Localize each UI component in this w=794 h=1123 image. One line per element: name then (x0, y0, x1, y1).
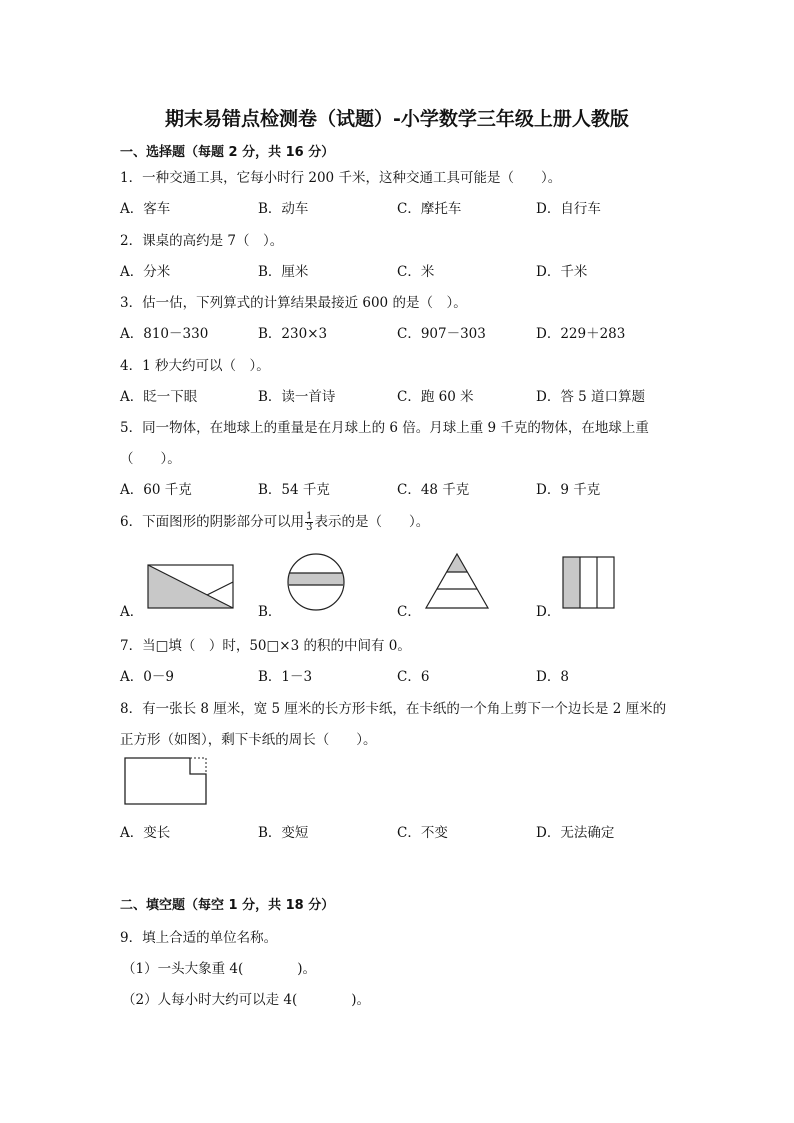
q1-option-a[interactable]: A．客车 (120, 201, 171, 217)
figure-c-triangle-stripes (424, 553, 490, 610)
figure-b-circle-band (284, 553, 348, 611)
question-9: 9．填上合适的单位名称。 (120, 930, 278, 946)
q5-option-c[interactable]: C．48 千克 (397, 482, 470, 498)
q7-option-b[interactable]: B．1－3 (258, 669, 313, 685)
page-title: 期末易错点检测卷（试题）-小学数学三年级上册人教版 (165, 108, 629, 130)
figure-rectangle-cut-corner (124, 757, 208, 805)
q2-option-d[interactable]: D．千米 (536, 264, 588, 280)
q5-option-a[interactable]: A．60 千克 (120, 482, 192, 498)
question-8-line-2: 正方形（如图），剩下卡纸的周长（ ）。 (120, 732, 377, 748)
fraction-numerator: 1 (306, 511, 313, 522)
q8-option-d[interactable]: D．无法确定 (536, 825, 615, 841)
q7-option-d[interactable]: D．8 (536, 669, 569, 685)
q6-option-d[interactable]: D． (536, 604, 561, 620)
question-6 (120, 510, 429, 533)
q4-option-d[interactable]: D．答 5 道口算题 (536, 389, 645, 405)
q3-option-d[interactable]: D．229＋283 (536, 326, 626, 342)
q5-option-d[interactable]: D．9 千克 (536, 482, 601, 498)
q4-option-b[interactable]: B．读一首诗 (258, 389, 336, 405)
q9-item-2: （2）人每小时大约可以走 4( )。 (122, 992, 371, 1008)
q8-option-c[interactable]: C．不变 (397, 825, 448, 841)
q6-option-a[interactable]: A． (120, 604, 144, 620)
q2-option-b[interactable]: B．厘米 (258, 264, 309, 280)
q6-option-b[interactable]: B． (258, 604, 282, 620)
question-7: 7．当□填（ ）时，50□×3 的积的中间有 0。 (120, 638, 411, 654)
question-1: 1．一种交通工具，它每小时行 200 千米，这种交通工具可能是（ ）。 (120, 170, 562, 186)
q8-option-b[interactable]: B．变短 (258, 825, 309, 841)
q5-option-b[interactable]: B．54 千克 (258, 482, 330, 498)
question-4: 4．1 秒大约可以（ ）。 (120, 358, 270, 374)
q2-option-a[interactable]: A．分米 (120, 264, 171, 280)
q4-option-a[interactable]: A．眨一下眼 (120, 389, 198, 405)
q3-option-a[interactable]: A．810－330 (120, 326, 209, 342)
q2-option-c[interactable]: C．米 (397, 264, 435, 280)
question-2: 2．课桌的高约是 7（ ）。 (120, 233, 284, 249)
question-5-line-1: 5．同一物体，在地球上的重量是在月球上的 6 倍。月球上重 9 千克的物体，在地球上重 (120, 420, 649, 436)
section-header-choice: 一、选择题（每题 2 分，共 16 分） (120, 145, 335, 160)
figure-a-rectangle-diagonal (147, 564, 235, 610)
q7-option-a[interactable]: A．0－9 (120, 669, 174, 685)
q6-option-c[interactable]: C． (397, 604, 421, 620)
q4-option-c[interactable]: C．跑 60 米 (397, 389, 474, 405)
fraction-denominator: 3 (306, 522, 313, 533)
section-header-fill-blank: 二、填空题（每空 1 分，共 18 分） (120, 898, 335, 913)
q8-option-a[interactable]: A．变长 (120, 825, 171, 841)
q1-option-b[interactable]: B．动车 (258, 201, 309, 217)
question-3: 3．估一估，下列算式的计算结果最接近 600 的是（ ）。 (120, 295, 467, 311)
q1-option-d[interactable]: D．自行车 (536, 201, 601, 217)
question-6-text-after: 表示的是（ ）。 (314, 514, 430, 530)
q1-option-c[interactable]: C．摩托车 (397, 201, 462, 217)
q7-option-c[interactable]: C．6 (397, 669, 430, 685)
figure-d-rectangle-thirds (562, 556, 616, 610)
q3-option-c[interactable]: C．907－303 (397, 326, 486, 342)
fraction (305, 512, 313, 533)
q9-item-1: （1）一头大象重 4( )。 (122, 961, 317, 977)
question-8-line-1: 8．有一张长 8 厘米，宽 5 厘米的长方形卡纸，在卡纸的一个角上剪下一个边长是 2 厘米的 (120, 701, 667, 717)
question-5-line-2: （ ）。 (120, 451, 181, 467)
question-6-text-before: 6．下面图形的阴影部分可以用 (120, 514, 305, 530)
q3-option-b[interactable]: B．230×3 (258, 326, 328, 342)
